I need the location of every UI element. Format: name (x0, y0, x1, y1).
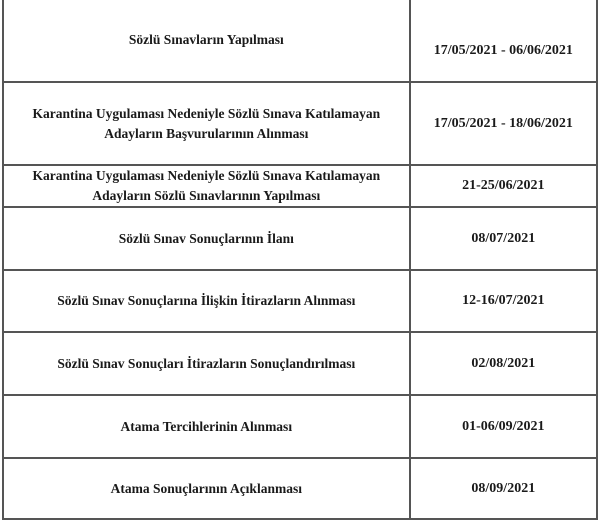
table-row (3, 165, 597, 207)
date-cell: 02/08/2021 (410, 332, 597, 395)
date-cell: 01-06/09/2021 (410, 395, 597, 458)
date-cell: 08/09/2021 (410, 458, 597, 519)
table-row (3, 332, 597, 395)
event-cell: Karantina Uygulaması Nedeniyle Sözlü Sınava Katılamayan Adayların Sözlü Sınavlarının Yapılması (3, 165, 410, 207)
date-cell: 17/05/2021 - 06/06/2021 (410, 0, 597, 82)
table-row (3, 270, 597, 332)
table-row (3, 0, 597, 82)
date-cell: 08/07/2021 (410, 207, 597, 270)
table-row (3, 82, 597, 165)
date-cell: 21-25/06/2021 (410, 165, 597, 207)
event-cell: Sözlü Sınavların Yapılması (3, 0, 410, 82)
table-row (3, 395, 597, 458)
date-cell: 12-16/07/2021 (410, 270, 597, 332)
event-cell: Sözlü Sınav Sonuçlarına İlişkin İtirazların Alınması (3, 270, 410, 332)
schedule-table (2, 0, 598, 520)
event-cell: Sözlü Sınav Sonuçları İtirazların Sonuçlandırılması (3, 332, 410, 395)
event-cell: Atama Sonuçlarının Açıklanması (3, 458, 410, 519)
event-cell: Karantina Uygulaması Nedeniyle Sözlü Sınava Katılamayan Adayların Başvurularının Alınması (3, 82, 410, 165)
table-row (3, 207, 597, 270)
event-cell: Atama Tercihlerinin Alınması (3, 395, 410, 458)
table-row (3, 458, 597, 519)
event-cell: Sözlü Sınav Sonuçlarının İlanı (3, 207, 410, 270)
date-cell: 17/05/2021 - 18/06/2021 (410, 82, 597, 165)
